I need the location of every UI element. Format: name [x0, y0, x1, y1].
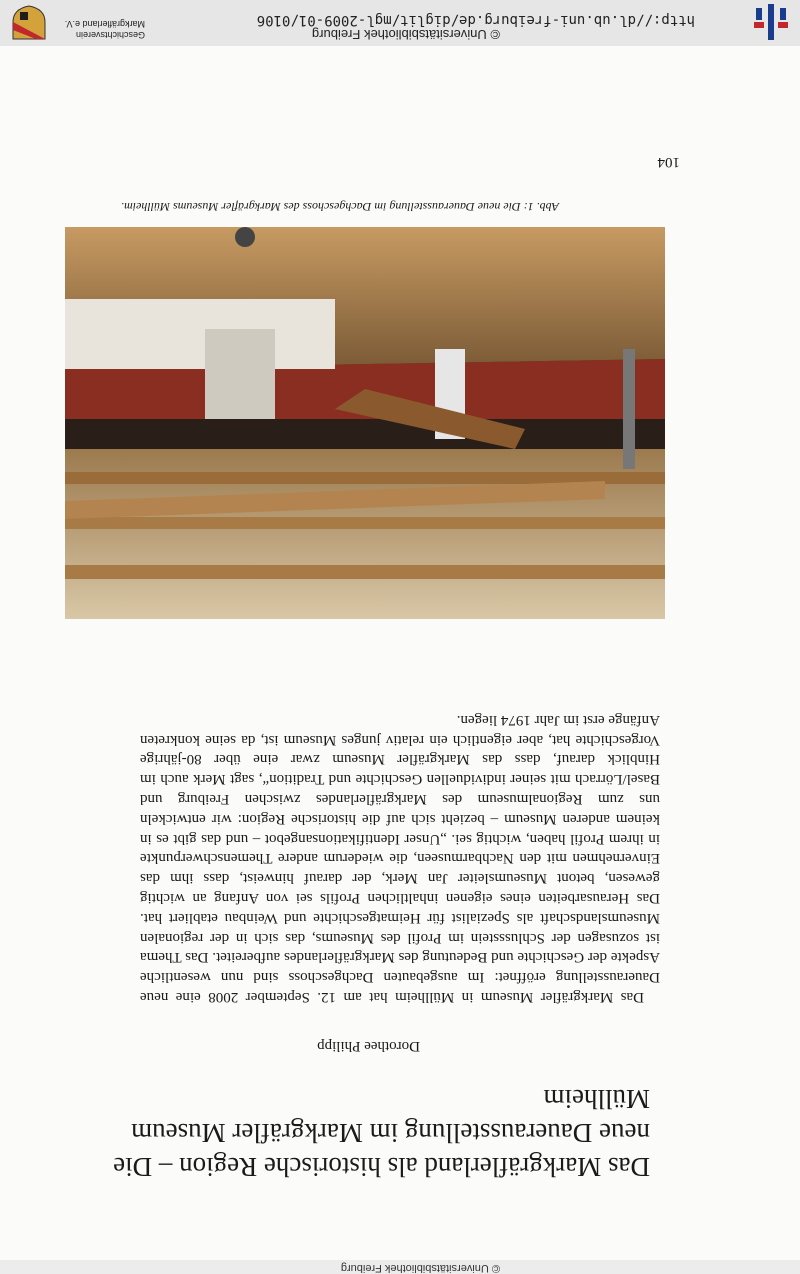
library-copyright: © Universitätsbibliothek Freiburg [311, 27, 500, 42]
bottom-watermark-text: © Universitätsbibliothek Freiburg [340, 1262, 500, 1274]
museum-photo [65, 227, 665, 619]
article-title: Das Markgräflerland als historische Region – Die neue Dauerausstellung im Markgräfler Museum Müllheim [113, 1084, 650, 1182]
bottom-watermark-strip [0, 1260, 800, 1274]
society-crest-icon [10, 4, 48, 42]
ub-freiburg-logo [748, 2, 792, 42]
society-name: Geschichtsverein Markgräflerland e.V. [64, 19, 145, 40]
article-author: Dorothee Philipp [317, 1038, 420, 1054]
article-paragraph: Das Markgräfler Museum in Müllheim hat am 12. September 2008 eine neue Dauerausstellung eröffnet: Im ausgebauten Dachgeschoss sind nun wesentliche Aspekte der Geschichte und Bedeutung des Markgräflerlandes aufbereitet. Das Thema ist sozusagen der Schlussstein im Profil des Museums, das sich in der regionalen Museumslandschaft als Spezialist für Heimatgeschichte und Weinbau etabliert hat. Das Herausarbeiten eines eigenen inhaltlichen Profils sei von Anfang an wichtig gewesen, betont Museumsleiter Jan Merk, der darauf hinweist, dass ihm das Einvernehmen mit den Nachbarmuseen, die wiederum andere Themenschwerpunkte in ihrem Profil haben, wichtig sei. „Unser Identifikationsangebot – und das gibt es in keinem anderen Museum – bezieht sich auf die historische Region: wir entwickeln uns zum Regionalmuseum des Markgräflerlandes zwischen Freiburg und Basel/Lörrach mit seiner individuellen Geschichte und Tradition“, sagt Merk auch im Hinblick darauf, dass das Markgräfler Museum zwar eine über 80-jährige Vorgeschichte hat, aber eigentlich ein relativ junges Museum ist, da seine konkreten Anfänge erst im Jahr 1974 liegen. [140, 711, 660, 1005]
page-number: 104 [657, 154, 680, 170]
library-header-bar [0, 0, 800, 46]
figure-caption: Abb. 1: Die neue Dauerausstellung im Dachgeschoss des Markgräfler Museums Müllheim. [121, 200, 559, 214]
document-url[interactable]: http://dl.ub.uni-freiburg.de/diglit/mgl-2009-01/0106 [256, 12, 695, 28]
article-body [140, 709, 660, 1006]
